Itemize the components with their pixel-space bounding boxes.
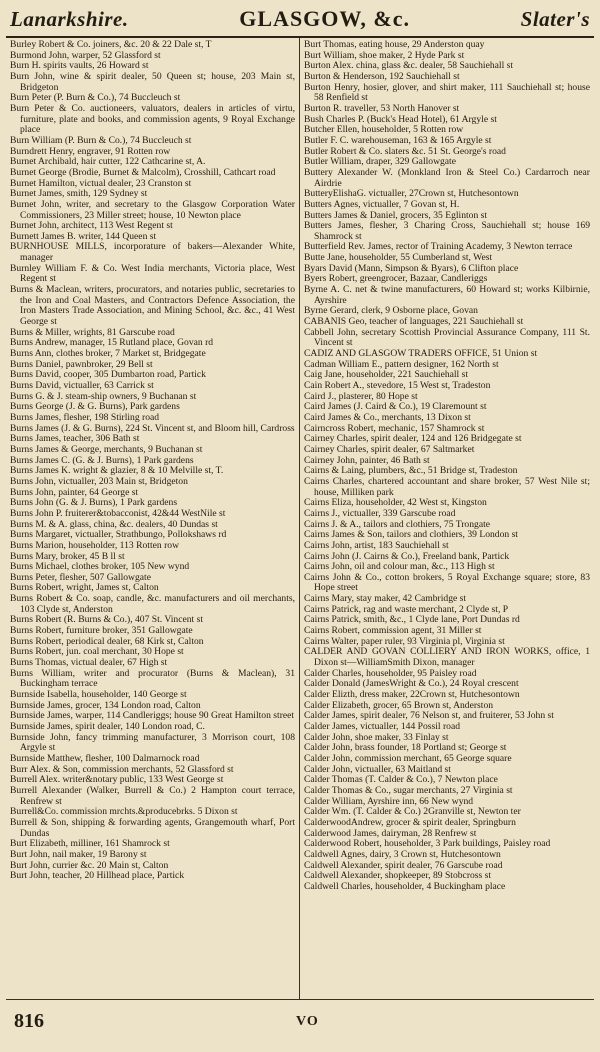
directory-entry: Burns James, teacher, 306 Bath st (10, 433, 140, 445)
header-publisher: Slater's (520, 7, 590, 31)
directory-entry: Burnside James, warper, 114 Candleriggs; house 90 Great Hamilton street (10, 710, 295, 722)
directory-entry: Butler William, draper, 329 Gallowgate (304, 156, 456, 168)
directory-entry: Calder Thomas (T. Calder & Co.), 7 Newton place (304, 774, 498, 786)
directory-entry: Burt William, shoe maker, 2 Hyde Park st (304, 49, 465, 61)
directory-entry: Burns Mary, broker, 45 B ll st (10, 550, 125, 562)
directory-entry: Cairns Patrick, rag and waste merchant, 2 Clyde st, P (304, 603, 509, 615)
directory-entry: Cabbell John, secretary Scottish Provincial Assurance Company, 111 St. Vincent st (304, 326, 590, 349)
directory-entry: Calder John, shoe maker, 33 Finlay st (304, 731, 449, 743)
header-county: Lanarkshire. (10, 7, 129, 31)
directory-entry: Burt Elizabeth, milliner, 161 Shamrock st (10, 838, 170, 850)
directory-entry: Burley Robert & Co. joiners, &c. 20 & 22 Dale st, T (10, 39, 212, 50)
directory-entry: Burns David, victualler, 63 Carrick st (10, 380, 154, 391)
directory-entry: Cairns Robert, commission agent, 31 Miller st (304, 625, 482, 637)
directory-entry: Burrell Alexander (Walker, Burrell & Co.) 2 Hampton court terrace, Renfrew st (10, 784, 295, 807)
directory-entry: Butters James, flesher, 3 Charing Cross, Sauchiehall st; house 169 Shamrock st (304, 220, 590, 242)
directory-entry: Burnet John, architect, 113 West Regent st (10, 220, 173, 232)
directory-entry: Burnet George (Brodie, Burnet & Malcolm), Crosshill, Cathcart road (10, 166, 276, 178)
directory-entry: Butte Jane, householder, 55 Cumberland st, West (304, 252, 493, 264)
directory-entry: Cain Robert A., stevedore, 15 West st, Tradeston (304, 380, 491, 391)
header-city: GLASGOW, &c. (239, 6, 410, 31)
directory-entry: Burns Ann, clothes broker, 7 Market st, Bridgegate (10, 348, 206, 360)
directory-entry: Burns Robert, jun. coal merchant, 30 Hope st (10, 646, 184, 658)
directory-entry: Buttery Alexander W. (Monkland Iron & Steel Co.) Cardarroch near Airdrie (304, 166, 590, 189)
directory-entry: Burns James & George, merchants, 9 Buchanan st (10, 443, 203, 455)
directory-entry: Burnet John, writer, and secretary to the Glasgow Corporation Water Commissioners, 23 Miller street; house, 10 Newton place (10, 198, 295, 221)
directory-entry: Burnet Archibald, hair cutter, 122 Cathcarine st, A. (10, 156, 206, 168)
directory-entry: Cairney John, painter, 46 Bath st (304, 454, 430, 466)
directory-entry: Burnley William F. & Co. West India merchants, Victoria place, West Regent st (10, 262, 295, 285)
directory-entry: Cairns Charles, chartered accountant and share broker, 57 West Nile st; house, Milliken park (304, 475, 590, 498)
directory-entry: Cairns J. & A., tailors and clothiers, 75 Trongate (304, 518, 491, 530)
directory-entry: Cairns John (J. Cairns & Co.), Freeland bank, Partick (304, 550, 510, 562)
directory-entry: Burnside Isabella, householder, 140 George st (10, 689, 187, 701)
directory-entry: Byrne A. C. net & twine manufacturers, 60 Howard st; works Kilbirnie, Ayrshire (304, 284, 590, 306)
directory-entry: Caldwell Charles, householder, 4 Buckingham place (304, 880, 506, 892)
directory-entry: CABANIS Geo, teacher of languages, 221 Sauchiehall st (304, 316, 524, 328)
directory-entry: Burnside John, fancy trimming manufacturer, 3 Morrison court, 108 Argyle st (10, 731, 295, 754)
directory-entry: Cairns J., victualler, 339 Garscube road (304, 507, 456, 519)
directory-entry: Burn Peter (P. Burn & Co.), 74 Buccleuch st (10, 92, 181, 104)
directory-entry: Cairns John, oil and colour man, &c., 113 High st (304, 561, 495, 573)
directory-entry: Burt John, nail maker, 19 Barony st (10, 848, 147, 860)
directory-entry: Burr Alex. & Son, commission merchants, 52 Glassford st (10, 763, 234, 775)
directory-entry: Burt John, teacher, 20 Hillhead place, Partick (10, 870, 185, 882)
directory-entry: Burns Robert & Co. soap, candle, &c. manufacturers and oil merchants, 103 Clyde st, Anderston (10, 593, 295, 615)
directory-entry: Cairney Charles, spirit dealer, 67 Saltmarket (304, 443, 475, 455)
directory-entry: Butler F. C. warehouseman, 163 & 165 Argyle st (304, 134, 492, 146)
directory-entry: Burrell&Co. commission mrchts.&producebrks. 5 Dixon st (10, 806, 238, 818)
directory-entry: Byars David (Mann, Simpson & Byars), 6 Clifton place (304, 262, 519, 274)
directory-entry: Burns Robert, periodical dealer, 68 Kirk st, Calton (10, 635, 204, 647)
directory-entry: Burns Daniel, pawnbroker, 29 Bell st (10, 358, 153, 370)
directory-entry: Burns Michael, clothes broker, 105 New wynd (10, 561, 190, 573)
directory-entry: Calderwood James, dairyman, 28 Renfrew st (304, 827, 477, 839)
directory-entry: Byrne Gerard, clerk, 9 Osborne place, Govan (304, 305, 478, 317)
directory-entry: Caird James & Co., merchants, 13 Dixon st (304, 411, 471, 423)
directory-entry: Burns James K. wright & glazier, 8 & 10 Melville st, T. (10, 465, 224, 477)
directory-entry: Cairns James & Son, tailors and clothiers, 39 London st (304, 529, 518, 541)
directory-entry: Burn William (P. Burn & Co.), 74 Buccleuch st (10, 134, 192, 146)
directory-entry: Burnett James B. writer, 144 Queen st (10, 230, 157, 242)
directory-entry: Butters Agnes, victualler, 7 Govan st, H. (304, 198, 460, 210)
directory-entry: Burndrett Henry, engraver, 91 Rotten row (10, 145, 171, 157)
left-column (6, 38, 300, 999)
directory-entry: CalderwoodAndrew, grocer & spirit dealer, Springburn (304, 816, 516, 828)
directory-entry: Butler Robert & Co. slaters &c. 51 St. George's road (304, 145, 506, 157)
directory-entry: CALDER AND GOVAN COLLIERY AND IRON WORKS, office, 1 Dixon st—WilliamSmith Dixon, manager (304, 646, 590, 669)
directory-entry: Caldwell Alexander, spirit dealer, 76 Garscube road (304, 859, 503, 871)
directory-entry: Burton & Henderson, 192 Sauchiehall st (304, 70, 460, 82)
directory-entry: Burns G. & J. steam-ship owners, 9 Buchanan st (10, 390, 197, 402)
directory-entry: Burns David, cooper, 305 Dumbarton road, Partick (10, 369, 206, 381)
page-footer (6, 1000, 594, 1048)
directory-entry: Burrell Alex. writer&notary public, 133 West George st (10, 774, 224, 786)
directory-entry: Burrell & Son, shipping & forwarding agents, Grangemouth wharf, Port Dundas (10, 816, 295, 839)
directory-entry: Burns Peter, flesher, 507 Gallowgate (10, 571, 151, 583)
directory-entry: Burns M. & A. glass, china, &c. dealers, 40 Dundas st (10, 518, 218, 530)
directory-entry: Caldwell Alexander, shopkeeper, 89 Stobcross st (304, 870, 492, 882)
directory-entry: Calder William, Ayrshire inn, 66 New wynd (304, 795, 474, 807)
directory-entry: Butters James & Daniel, grocers, 35 Eglinton st (304, 209, 488, 221)
directory-entry: Calder Donald (JamesWright & Co.), 24 Royal crescent (304, 678, 519, 690)
directory-entry: Cairncross Robert, mechanic, 157 Shamrock st (304, 422, 485, 434)
directory-entry: Calder Thomas & Co., sugar merchants, 27 Virginia st (304, 784, 513, 796)
directory-entry: Cadman William E., pattern designer, 162 North st (304, 358, 499, 370)
directory-entry: Burns Robert, furniture broker, 351 Gallowgate (10, 625, 193, 637)
right-column (300, 38, 594, 999)
directory-columns (6, 38, 594, 1000)
directory-entry: Burns Robert, wright, James st, Calton (10, 582, 159, 594)
directory-entry: Calderwood Robert, householder, 3 Park buildings, Paisley road (304, 838, 551, 850)
directory-entry: Calder John, commission merchant, 65 George square (304, 752, 512, 764)
directory-entry: Burnet Hamilton, victual dealer, 23 Cranston st (10, 177, 192, 189)
directory-entry: Burns Robert (R. Burns & Co.), 407 St. Vincent st (10, 614, 203, 626)
directory-entry: Burns John, victualler, 203 Main st, Bridgeton (10, 475, 188, 487)
directory-entry: Calder James, spirit dealer, 76 Nelson st, and fruiterer, 53 John st (304, 710, 554, 722)
directory-entry: Burn John, wine & spirit dealer, 50 Queen st; house, 203 Main st, Bridgeton (10, 70, 295, 93)
directory-entry: Caldwell Agnes, dairy, 3 Crown st, Hutchesontown (304, 848, 501, 860)
directory-entry: Burns John (G. & J. Burns), 1 Park gardens (10, 497, 178, 509)
directory-entry: Burton Alex. china, glass &c. dealer, 58 Sauchiehall st (304, 60, 514, 72)
directory-entry: Cairns Patrick, smith, &c., 1 Clyde lane, Port Dundas rd (304, 614, 520, 626)
directory-entry: Caird James (J. Caird & Co.), 19 Claremount st (304, 401, 487, 413)
directory-entry: Byers Robert, greengrocer, Bazaar, Candleriggs (304, 273, 488, 285)
directory-entry: Burmond John, warper, 52 Glassford st (10, 49, 161, 61)
directory-entry: Burnside James, spirit dealer, 140 London road, C. (10, 721, 205, 732)
running-header (6, 6, 594, 38)
directory-entry: Burns John P. fruiterer&tobacconist, 42&44 WestNile st (10, 507, 226, 519)
directory-entry: Burt John, currier &c. 20 Main st, Calton (10, 859, 169, 871)
directory-entry: Burns James (J. & G. Burns), 224 St. Vincent st, and Bloom hill, Cardross (10, 422, 295, 434)
directory-entry: Burns James, flesher, 198 Stirling road (10, 411, 160, 423)
page-number: 816 (14, 1010, 44, 1032)
directory-entry: Burns John, painter, 64 George st (10, 486, 139, 498)
directory-entry: BURNHOUSE MILLS, incorporature of bakers—Alexander White, manager (10, 241, 295, 264)
directory-entry: Calder John, brass founder, 18 Portland st; George st (304, 742, 507, 754)
directory-entry: Cairns Eliza, householder, 42 West st, Kingston (304, 497, 487, 509)
directory-entry: Calder Wm. (T. Calder & Co.) 2Granville st, Newton ter (304, 806, 521, 818)
directory-entry: Burns William, writer and procurator (Burns & Maclean), 31 Buckingham terrace (10, 667, 295, 690)
signature-mark: VO (296, 1014, 319, 1029)
directory-entry: Burn H. spirits vaults, 26 Howard st (10, 60, 149, 72)
directory-entry: Cairns John, artist, 183 Sauchiehall st (304, 539, 449, 551)
directory-entry: Burt Thomas, eating house, 29 Anderston quay (304, 39, 485, 50)
directory-entry: Burton Henry, hosier, glover, and shirt maker, 111 Sauchiehall st; house 58 Renfield st (304, 81, 590, 104)
directory-entry: Burns George (J. & G. Burns), Park gardens (10, 401, 180, 413)
directory-entry: Burns & Maclean, writers, procurators, and notaries public, secretaries to the Iron and Coal Masters, and Contractors Defence Association, the Iron Masters Trade Association, and Mining School, &c. &c., 41 West George st (10, 284, 295, 328)
directory-entry: Burns & Miller, wrights, 81 Garscube road (10, 326, 175, 338)
directory-entry: Burns Andrew, manager, 15 Rutland place, Govan rd (10, 337, 214, 349)
directory-entry: Calder Elizth, dress maker, 22Crown st, Hutchesontown (304, 689, 520, 701)
directory-entry: Burton R. traveller, 53 North Hanover st (304, 102, 460, 114)
directory-entry: Cairns Walter, paper ruler, 93 Virginia pl, Virginia st (304, 635, 505, 647)
directory-entry: Bush Charles P. (Buck's Head Hotel), 61 Argyle st (304, 113, 497, 125)
directory-entry: ButteryElishaG. victualler, 27Crown st, Hutchesontown (304, 188, 519, 200)
directory-entry: Calder Charles, householder, 95 Paisley road (304, 667, 477, 679)
directory-entry: Burns Thomas, victual dealer, 67 High st (10, 657, 168, 669)
directory-entry: Cairns Mary, stay maker, 42 Cambridge st (304, 593, 467, 605)
directory-entry: Burnside Matthew, flesher, 100 Dalmarnock road (10, 752, 200, 764)
directory-entry: CADIZ AND GLASGOW TRADERS OFFICE, 51 Union st (304, 348, 538, 360)
directory-entry: Burn Peter & Co. auctioneers, valuators, dealers in articles of virtu, furniture, plate and books, and commission agents, 9 Royal Exchange place (10, 102, 295, 136)
directory-entry: Cairns & Laing, plumbers, &c., 51 Bridge st, Tradeston (304, 465, 518, 477)
directory-entry: Calder Elizabeth, grocer, 65 Brown st, Anderston (304, 699, 494, 711)
directory-entry: Burns Margaret, victualler, Strathbungo, Pollokshaws rd (10, 529, 227, 541)
directory-entry: Cairney Charles, spirit dealer, 124 and 126 Bridgegate st (304, 433, 522, 445)
directory-entry: Calder James, victualler, 144 Possil road (304, 721, 461, 732)
directory-entry: Calder John, victualler, 63 Maitland st (304, 763, 451, 775)
directory-entry: Caig Jane, householder, 221 Sauchiehall st (304, 369, 469, 381)
directory-entry: Burnside James, grocer, 134 London road, Calton (10, 699, 201, 711)
directory-entry: Burns James C. (G. & J. Burns), 1 Park gardens (10, 454, 194, 466)
directory-entry: Butterfield Rev. James, rector of Training Academy, 3 Newton terrace (304, 241, 573, 253)
directory-entry: Butcher Ellen, householder, 5 Rotten row (304, 124, 464, 136)
directory-entry: Caird J., plasterer, 80 Hope st (304, 390, 418, 402)
directory-entry: Burnet James, smith, 129 Sydney st (10, 188, 148, 200)
directory-entry: Burns Marion, householder, 113 Rotten row (10, 539, 179, 551)
directory-entry: Cairns John & Co., cotton brokers, 5 Royal Exchange square; store, 83 Hope street (304, 571, 590, 594)
